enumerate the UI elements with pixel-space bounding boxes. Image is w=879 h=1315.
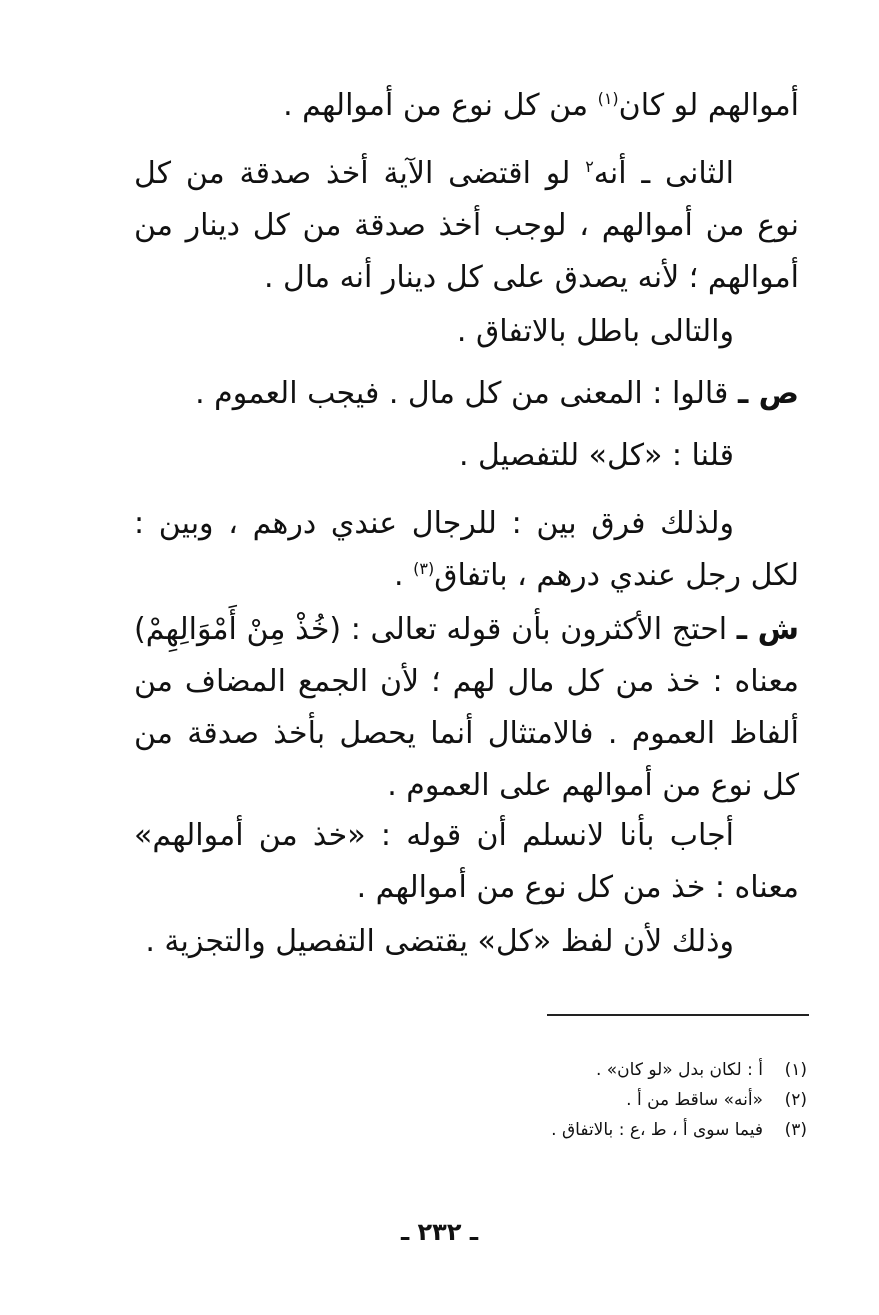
paragraph-text: الثانى ـ أنه: [593, 156, 735, 191]
footnote-number: (٢): [784, 1090, 807, 1110]
footnote-2: [387, 1085, 807, 1115]
footnote-text: «أنه» ساقط من أ .: [626, 1090, 763, 1110]
paragraph-text: وذلك لأن لفظ «كل» يقتضى التفصيل والتجزية .: [145, 924, 734, 959]
paragraph-text-tail: من كل نوع من أموالهم .: [283, 88, 598, 123]
paragraph-text: احتج الأكثرون بأن قوله تعالى : (خُذْ مِنْ أَمْوَالِهِمْ) معناه : خذ من كل مال لهم ؛ لأن الجمع المضاف من ألفاظ العموم . فالامتثال أنما يحصل بأخذ صدقة من كل نوع من أموالهم على العموم .: [134, 612, 799, 803]
footnotes: [387, 1055, 807, 1145]
paragraph-text: ولذلك فرق بين : للرجال عندي درهم ، وبين : لكل رجل عندي درهم ، باتفاق: [134, 506, 799, 593]
paragraph-text: قالوا : المعنى من كل مال . فيجب العموم .: [195, 376, 738, 411]
footnote-text: فيما سوى أ ، ط ،ع : بالاتفاق .: [551, 1120, 763, 1140]
footnote-number: (١): [784, 1060, 807, 1080]
paragraph-text-tail: لو اقتضى الآية أخذ صدقة من كل نوع من أموالهم ، لوجب أخذ صدقة من كل دينار من أموالهم ؛ لأنه يصدق على كل دينار أنه مال .: [134, 156, 799, 295]
footnote-3: [387, 1115, 807, 1145]
paragraph-text: والتالى باطل بالاتفاق .: [456, 314, 734, 349]
footnote-divider: [547, 1014, 809, 1016]
footnote-ref: (١): [597, 89, 619, 108]
section-label: ش ـ: [736, 612, 799, 647]
paragraph-text-tail: .: [394, 558, 414, 593]
footnote-ref: (٣): [413, 559, 435, 578]
footnote-text: أ : لكان بدل «لو كان» .: [595, 1060, 763, 1080]
paragraph-text: أموالهم لو كان: [618, 88, 799, 123]
paragraph-text: قلنا : «كل» للتفصيل .: [458, 438, 734, 473]
section-label: ص ـ: [737, 376, 799, 411]
page-number: ـ ٢٣٢ ـ: [400, 1218, 479, 1246]
footnote-number: (٣): [784, 1120, 807, 1140]
paragraph-text: أجاب بأنا لانسلم أن قوله : «خذ من أموالهم» معناه : خذ من كل نوع من أموالهم .: [134, 818, 799, 905]
footnote-ref: ٢: [585, 157, 594, 176]
footnote-1: [387, 1055, 807, 1085]
